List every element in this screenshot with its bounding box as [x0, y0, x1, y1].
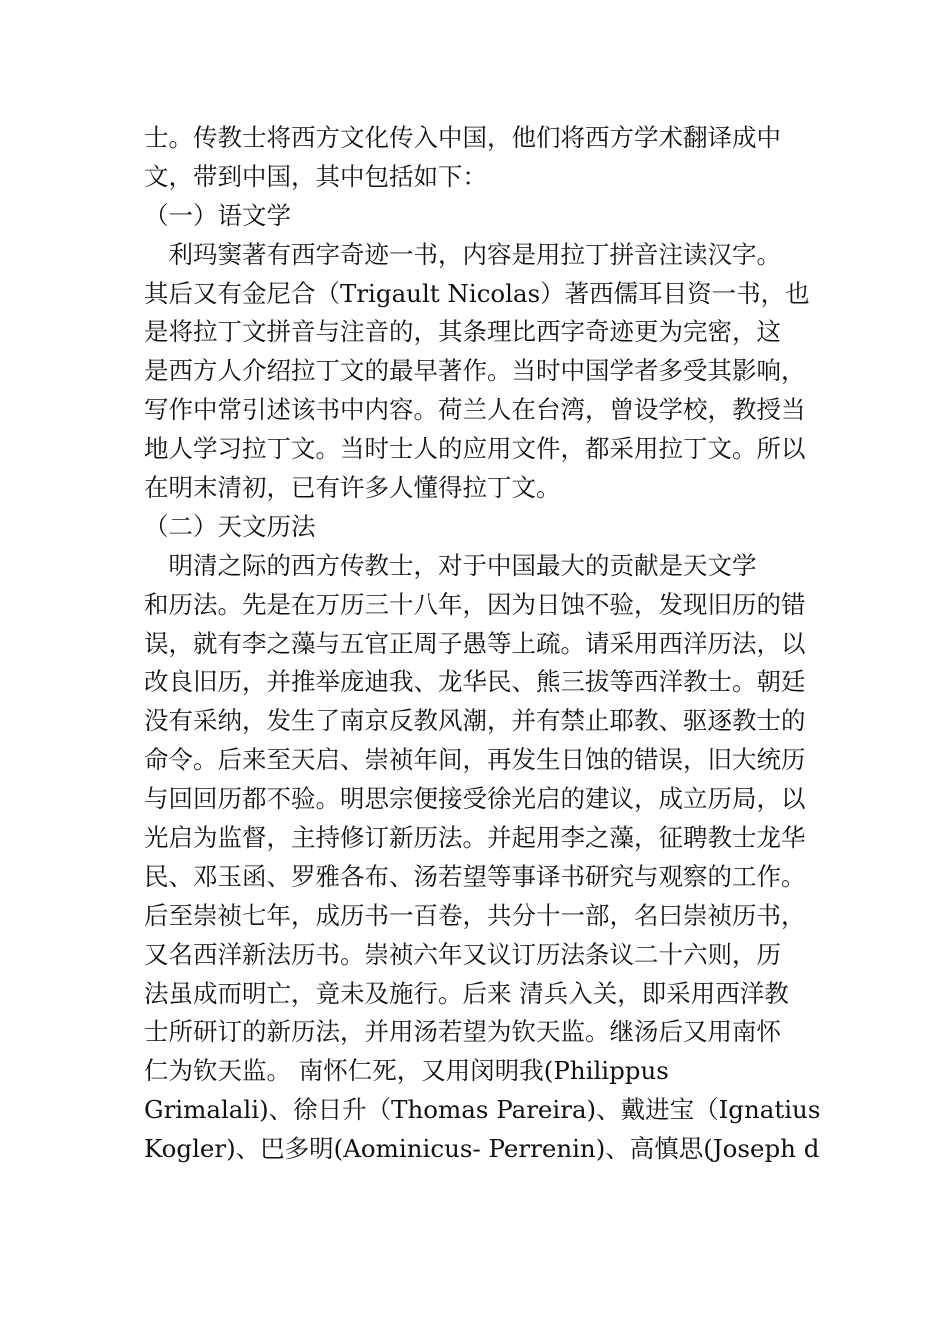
text-line: 命令。后来至天启、崇祯年间，再发生日蚀的错误，旧大统历: [144, 745, 806, 775]
text-line: 和历法。先是在万历三十八年，因为日蚀不验，发现旧历的错: [144, 589, 806, 619]
text-line: 文，带到中国，其中包括如下：: [144, 161, 487, 191]
text-line: 士。传教士将西方文化传入中国，他们将西方学术翻译成中: [144, 123, 781, 152]
text-line: 改良旧历，并推举庞迪我、龙华民、熊三拔等西洋教士。朝廷: [144, 667, 806, 697]
text-line: 明清之际的西方传教士，对于中国最大的贡献是天文学: [144, 550, 757, 580]
text-line: 误，就有李之藻与五官正周子愚等上疏。请采用西洋历法，以: [144, 628, 806, 658]
text-line: 是将拉丁文拼音与注音的，其条理比西字奇迹更为完密，这: [144, 317, 781, 347]
text-line: Kogler)、巴多明(Aominicus- Perrenin)、高慎思(Joseph d: [144, 1134, 820, 1164]
text-line: 仁为钦天监。 南怀仁死，又用闵明我(Philippus: [144, 1056, 669, 1086]
text-line: 民、邓玉函、罗雅各布、汤若望等事译书研究与观察的工作。: [144, 861, 806, 891]
text-line: 又名西洋新法历书。崇祯六年又议订历法条议二十六则，历: [144, 939, 781, 969]
text-line: 法虽成而明亡，竟未及施行。后来 清兵入关，即采用西洋教: [144, 978, 789, 1008]
section-heading: （二）天文历法: [144, 511, 316, 541]
section-heading: （一）语文学: [144, 200, 291, 230]
text-line: 后至崇祯七年，成历书一百卷，共分十一部，名曰崇祯历书，: [144, 900, 806, 930]
text-line: 没有采纳，发生了南京反教风潮，并有禁止耶教、驱逐教士的: [144, 706, 806, 736]
text-line: 在明末清初，已有许多人懂得拉丁文。: [144, 473, 561, 503]
text-line: 写作中常引述该书中内容。荷兰人在台湾，曾设学校，教授当: [144, 395, 806, 425]
text-line: 利玛窦著有西字奇迹一书，内容是用拉丁拼音注读汉字。: [144, 239, 781, 269]
text-line: 地人学习拉丁文。当时士人的应用文件，都采用拉丁文。所以: [144, 434, 806, 464]
text-line: 士所研订的新历法，并用汤若望为钦天监。继汤后又用南怀: [144, 1017, 781, 1047]
body-text: [144, 119, 824, 1169]
text-line: Grimalali)、徐日升（Thomas Pareira)、戴进宝（Ignatius: [144, 1095, 821, 1125]
text-line: 其后又有金尼合（Trigault Nicolas）著西儒耳目资一书，也: [144, 278, 810, 308]
text-line: 与回回历都不验。明思宗便接受徐光启的建议，成立历局，以: [144, 784, 806, 814]
text-line: 是西方人介绍拉丁文的最早著作。当时中国学者多受其影响，: [144, 356, 806, 386]
text-line: 光启为监督，主持修订新历法。并起用李之藻，征聘教士龙华: [144, 823, 806, 853]
